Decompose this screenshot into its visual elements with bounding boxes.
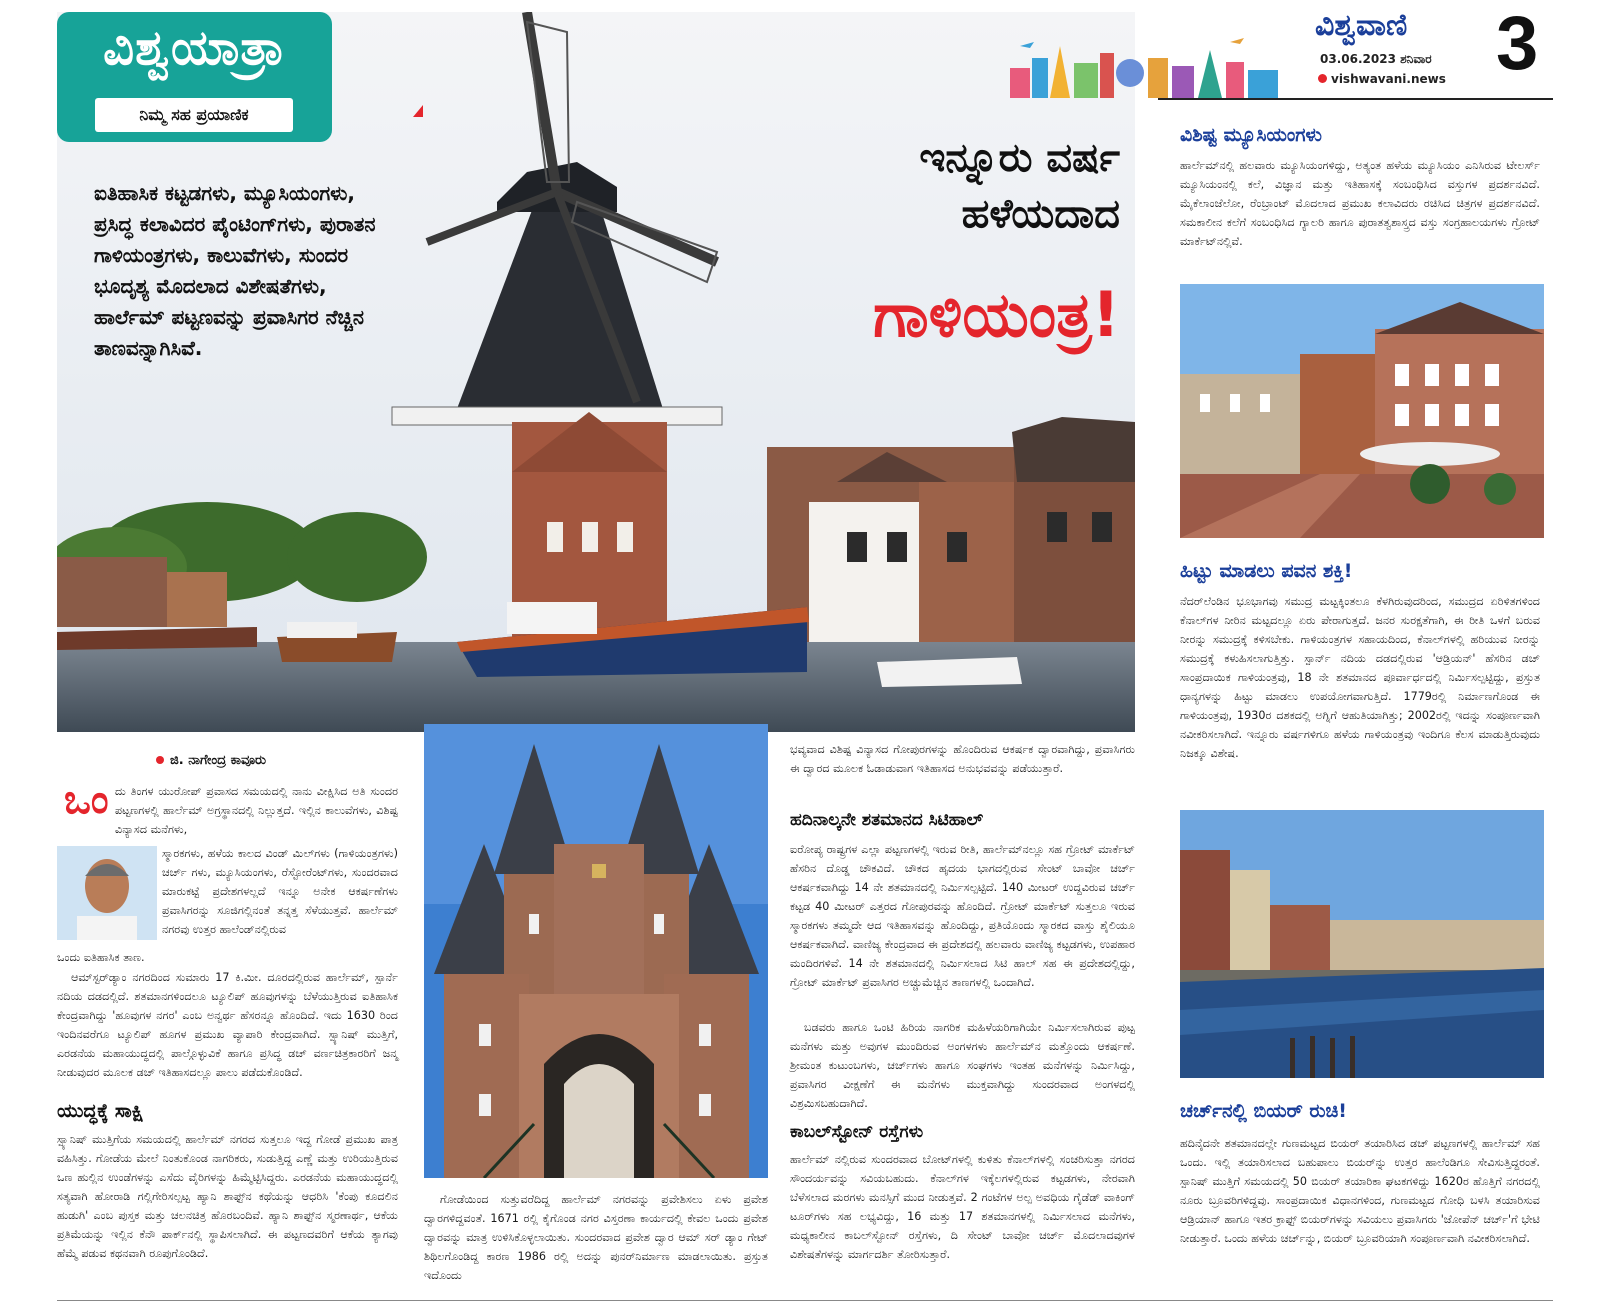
byline-text: ಜಿ. ನಾಗೇಂದ್ರ ಕಾವೂರು [170, 753, 267, 768]
headline [780, 130, 1120, 242]
byline [156, 753, 266, 768]
headline-line-1: ಇನ್ನೂರು ವರ್ಷ [919, 135, 1120, 181]
hero-intro: ಐತಿಹಾಸಿಕ ಕಟ್ಟಡಗಳು, ಮ್ಯೂಸಿಯಂಗಳು, ಪ್ರಸಿದ್ಧ ಕಲಾವಿದರ ಪೈಂಟಿಂಗ್‌ಗಳು, ಪುರಾತನ ಗಾಳಿಯಂತ್ರಗಳು, ಕಾಲುವೆಗಳು, ಸುಂದರ ಭೂದೃಶ್ಯ ಮೊದಲಾದ ವಿಶೇಷತೆಗಳು, ಹಾರ್ಲೆಮ್ ಪಟ್ಟಣವನ್ನು ಪ್ರವಾಸಿಗರ ನೆಚ್ಚಿನ ತಾಣವನ್ನಾಗಿಸಿವೆ. [94, 181, 376, 360]
gate-caption: ಗೋಡೆಯಿಂದ ಸುತ್ತುವರೆದಿದ್ದ ಹಾರ್ಲೆಮ್ ನಗರವನ್ನು ಪ್ರವೇಶಿಸಲು ಏಳು ಪ್ರವೇಶ ದ್ವಾರಗಳಿದ್ದವಂತೆ. 1671 ರಲ್ಲಿ ಕೈಗೊಂಡ ನಗರ ವಿಸ್ತರಣಾ ಕಾರ್ಯದಲ್ಲಿ ಕೇವಲ ಒಂದು ಪ್ರವೇಶ ದ್ವಾರವನ್ನು ಮಾತ್ರ ಉಳಿಸಿಕೊಳ್ಳಲಾಯಿತು. ಸುಂದರವಾದ ಪ್ರವೇಶ ದ್ವಾರ ಆಮ್ ಸರ್ ಡ್ಯಾಂ ಗೇಟ್ ಶಿಥಿಲಗೊಂಡಿದ್ದ ಕಾರಣ 1986 ರಲ್ಲಿ ಅದನ್ನು ಪುನರ್‌ನಿರ್ಮಾಣ ಮಾಡಲಾಯಿತು. ಪ್ರಸ್ತುತ ಇದೊಂದು [424, 1193, 768, 1282]
cityhall-text: ಐರೋಪ್ಯ ರಾಷ್ಟ್ರಗಳ ಎಲ್ಲಾ ಪಟ್ಟಣಗಳಲ್ಲಿ ಇರುವ ರೀತಿ, ಹಾರ್ಲೆಮ್‌ನಲ್ಲೂ ಸಹ ಗ್ರೋಟ್ ಮಾರ್ಕೆಟ್ ಹೆಸರಿನ ದೊಡ್ಡ ಚೌಕವಿದೆ. ಚೌಕದ ಹೃದಯ ಭಾಗದಲ್ಲಿರುವ ಸೇಂಟ್ ಬಾವೋ ಚರ್ಚ್ ಆಕರ್ಷಕವಾಗಿದ್ದು 14 ನೇ ಶತಮಾನದಲ್ಲಿ ನಿರ್ಮಿಸಲ್ಪಟ್ಟಿದೆ. 140 ಮೀಟರ್ ಉದ್ದವಿರುವ ಚರ್ಚ್ ಕಟ್ಟಡ 40 ಮೀಟರ್ ಎತ್ತರದ ಗೋಪುರವನ್ನು ಹೊಂದಿದೆ. ಗ್ರೋಟ್ ಮಾರ್ಕೆಟ್ ಸುತ್ತಲೂ ಇರುವ ಸ್ಮಾರಕಗಳು ತಮ್ಮದೇ ಆದ ಇತಿಹಾಸವನ್ನು ಹೊಂದಿದ್ದು, ಪ್ರತಿಯೊಂದು ಸ್ಮಾರಕದ ವಾಸ್ತು ಶೈಲಿಯೂ ಆಕರ್ಷಕವಾಗಿದೆ. ವಾಣಿಜ್ಯ ಕೇಂದ್ರವಾದ ಈ ಪ್ರದೇಶದಲ್ಲಿ ಹಲವಾರು ವಾಣಿಜ್ಯ ಕಟ್ಟಡಗಳು, ಉಪಹಾರ ಮಂದಿರಗಳಿವೆ. 14 ನೇ ಶತಮಾನದಲ್ಲಿ ನಿರ್ಮಿಸಲಾದ ಸಿಟಿ ಹಾಲ್ ಸಹ ಈ ಪ್ರದೇಶದಲ್ಲಿದ್ದು, ಗ್ರೋಟ್ ಮಾರ್ಕೆಟ್ ಪ್ರವಾಸಿಗರ ಅಚ್ಚುಮೆಚ್ಚಿನ ತಾಣಗಳಲ್ಲಿ ಒಂದಾಗಿದೆ. [790, 843, 1135, 989]
website-text: vishwavani.news [1331, 72, 1446, 86]
section-title: ವಿಶ್ವಯಾತ್ರಾ [103, 20, 286, 76]
page-number: 3 [1496, 1, 1539, 86]
author-photo [57, 846, 157, 940]
street-photo [1180, 284, 1544, 538]
section-brand-box [57, 12, 332, 142]
para1-a: ದು ತಿಂಗಳ ಯುರೋಪ್ ಪ್ರವಾಸದ ಸಮಯದಲ್ಲಿ ನಾನು ವೀಕ್ಷಿಸಿದ ಅತಿ ಸುಂದರ ಪಟ್ಟಣಗಳಲ್ಲಿ ಹಾರ್ಲೆಮ್ ಅಗ್ರಸ್ಥಾನದಲ್ಲಿ ನಿಲ್ಲುತ್ತದೆ. ಇಲ್ಲಿನ ಕಾಲುವೆಗಳು, ವಿಶಿಷ್ಟ ವಿನ್ಯಾಸದ ಮನೆಗಳು, [115, 785, 398, 836]
headline-line-2: ಹಳೆಯದಾದ [961, 191, 1120, 237]
war-heading: ಯುದ್ಧಕ್ಕೆ ಸಾಕ್ಷಿ [57, 1100, 144, 1122]
beer-text: ಹದಿನೈದನೇ ಶತಮಾನದಲ್ಲೇ ಗುಣಮಟ್ಟದ ಬಿಯರ್ ತಯಾರಿಸಿದ ಡಚ್ ಪಟ್ಟಣಗಳಲ್ಲಿ ಹಾರ್ಲೆಮ್ ಸಹ ಒಂದು. ಇಲ್ಲಿ ತಯಾರಿಸಲಾದ ಬಹುಪಾಲು ಬಿಯರ್‌ನ್ನು ಉತ್ತರ ಹಾಲೆಂಡಿಗೂ ಸೇವಿಸುತ್ತಿದ್ದರಂತೆ. ಸ್ಪಾನಿಷ್ ಮುತ್ತಿಗೆ ಸಮಯದಲ್ಲಿ 50 ಬಿಯರ್ ತಯಾರಿಕಾ ಘಟಕಗಳಿದ್ದು 1620ರ ಹೊತ್ತಿಗೆ ನಗರದಲ್ಲಿ ನೂರು ಬ್ರೂವರಿಗಳಿದ್ದವು. ಸಾಂಪ್ರದಾಯಿಕ ವಿಧಾನಗಳಿಂದ, ಗುಣಮಟ್ಟದ ಗೋಧಿ ಬಳಸಿ ತಯಾರಿಸುವ ಆಡ್ರಿಯಾನ್ ಹಾಗೂ ಇತರ ಕ್ರಾಫ್ಟ್ ಬಿಯರ್‌ಗಳನ್ನು ಸವಿಯಲು ಪ್ರವಾಸಿಗರು 'ಜೋಪೆನ್ ಚರ್ಚ್'ಗೆ ಭೇಟಿ ನೀಡುತ್ತಾರೆ. ಒಂದು ಹಳೆಯ ಚರ್ಚ್‌ನ್ನು, ಬಿಯರ್ ಬ್ರೂವರಿಯಾಗಿ ಸಂಪೂರ್ಣವಾಗಿ ನವೀಕರಿಸಲಾಗಿದೆ. [1180, 1137, 1540, 1245]
web-dot-icon [1318, 74, 1327, 83]
war-text: ಸ್ಪ್ಯಾನಿಷ್ ಮುತ್ತಿಗೆಯ ಸಮಯದಲ್ಲಿ ಹಾರ್ಲೆಮ್ ನಗರದ ಸುತ್ತಲೂ ಇದ್ದ ಗೋಡೆ ಪ್ರಮುಖ ಪಾತ್ರ ವಹಿಸಿತ್ತು. ಗೋಡೆಯ ಮೇಲೆ ನಿಂತುಕೊಂಡ ನಾಗರಿಕರು, ಸುಡುತ್ತಿದ್ದ ಎಣ್ಣೆ ಮತ್ತು ಉರಿಯುತ್ತಿರುವ ಒಣ ಹುಲ್ಲಿನ ಉಂಡೆಗಳನ್ನು ಎಸೆದು ವೈರಿಗಳನ್ನು ಹಿಮ್ಮೆಟ್ಟಿಸಿದ್ದರು. ಎರಡನೆಯ ಮಹಾಯುದ್ಧದಲ್ಲಿ ಸತ್ಯವಾಗಿ ಹೋರಾಡಿ ಗಲ್ಲಿಗೇರಿಸಲ್ಪಟ್ಟ ಹ್ಯಾನಿ ಶಾಫ್ಟ್‌ನ ಕಥೆಯನ್ನು ಆಧರಿಸಿ 'ಕೆಂಪು ಕೂದಲಿನ ಹುಡುಗಿ' ಎಂಬ ಪುಸ್ತಕ ಮತ್ತು ಚಲನಚಿತ್ರ ಹೊರಬಂದಿವೆ. ಹ್ಯಾನಿ ಶಾಫ್ಟ್‌ನ ಸ್ಮರಣಾರ್ಥ, ಆಕೆಯ ಪ್ರತಿಮೆಯನ್ನು ಇಲ್ಲಿನ ಕೆನೌ ಪಾರ್ಕ್‌ನಲ್ಲಿ ಸ್ಥಾಪಿಸಲಾಗಿದೆ. ಈ ಪಟ್ಟಣದವರಿಗೆ ಆಕೆಯ ತ್ಯಾಗವು ಹೆಮ್ಮೆ ಪಡುವ ಕಥನವಾಗಿ ರೂಪುಗೊಂಡಿದೆ. [57, 1133, 398, 1260]
museums-heading: ವಿಶಿಷ್ಟ ಮ್ಯೂಸಿಯಂಗಳು [1180, 124, 1322, 146]
para2: ಆಮ್‌ಸ್ಟರ್‌ಡ್ಯಾಂ ನಗರದಿಂದ ಸುಮಾರು 17 ಕಿ.ಮೀ. ದೂರದಲ್ಲಿರುವ ಹಾರ್ಲೆಮ್, ಸ್ಪಾರ್ನೆ ನದಿಯ ದಡದಲ್ಲಿದೆ. ಶತಮಾನಗಳಿಂದಲೂ ಟ್ಯೂಲಿಪ್ ಹೂವುಗಳನ್ನು ಬೆಳೆಯುತ್ತಿರುವ ಐತಿಹಾಸಿಕ ಕೇಂದ್ರವಾಗಿದ್ದು 'ಹೂವುಗಳ ನಗರ' ಎಂಬ ಅನ್ವರ್ಥ ಹೆಸರನ್ನೂ ಹೊಂದಿದೆ. ಇದು 1630 ರಿಂದ ಇಂದಿನವರೆಗೂ ಟ್ಯೂಲಿಪ್ ಹೂಗಳ ಪ್ರಮುಖ ವ್ಯಾಪಾರಿ ಕೇಂದ್ರವಾಗಿದೆ. ಸ್ಪ್ಯಾನಿಷ್ ಮುತ್ತಿಗೆ, ಎರಡನೆಯ ಮಹಾಯುದ್ಧದಲ್ಲಿ ಪಾಲ್ಗೊಳ್ಳುವಿಕೆ ಹಾಗೂ ಪ್ರಸಿದ್ಧ ಡಚ್ ವರ್ಣಚಿತ್ರಕಾರರಿಗೆ ಜನ್ಮ ನೀಡುವುದರ ಮೂಲಕ ಡಚ್ ಇತಿಹಾಸದಲ್ಲೂ ಪಾಲು ಪಡೆದುಕೊಂಡಿದೆ. [57, 971, 398, 1079]
headline-red: ಗಾಳಿಯಂತ್ರ! [873, 278, 1120, 351]
wind-text: ನೆದರ್‌ಲೆಂಡಿನ ಭೂಭಾಗವು ಸಮುದ್ರ ಮಟ್ಟಕ್ಕಿಂತಲೂ ಕೆಳಗಿರುವುದರಿಂದ, ಸಮುದ್ರದ ಏರಿಳಿತಗಳಿಂದ ಕೆನಾಲ್‌ಗಳ ನೀರಿನ ಮಟ್ಟದಲ್ಲೂ ಏರು ಪೇರಾಗುತ್ತದೆ. ಜನರ ಸುರಕ್ಷತೆಗಾಗಿ, ಈ ರೀತಿ ಒಳಗೆ ಬರುವ ನೀರನ್ನು ಸಮುದ್ರಕ್ಕೆ ಕಳಿಸಬೇಕು. ಗಾಳಿಯಂತ್ರಗಳ ಸಹಾಯದಿಂದ, ಕೆನಾಲ್‌ಗಳಲ್ಲಿ ಹರಿಯುವ ನೀರನ್ನು ಸಮುದ್ರಕ್ಕೆ ಕಳುಹಿಸಲಾಗುತ್ತಿತ್ತು. ಸ್ಪಾರ್ನ್ ನದಿಯ ದಡದಲ್ಲಿರುವ 'ಆಡ್ರಿಯನ್' ಹೆಸರಿನ ಡಚ್ ಸಾಂಪ್ರದಾಯಿಕ ಗಾಳಿಯಂತ್ರವು, 18 ನೇ ಶತಮಾನದ ಪೂರ್ವಾರ್ಧದಲ್ಲಿ ನಿರ್ಮಿಸಲ್ಪಟ್ಟಿದ್ದು, ಪ್ರಸ್ತುತ ಧಾನ್ಯಗಳನ್ನು ಹಿಟ್ಟು ಮಾಡಲು ಉಪಯೋಗವಾಗುತ್ತಿದೆ. 1779ರಲ್ಲಿ ನಿರ್ಮಾಣಗೊಂಡ ಈ ಗಾಳಿಯಂತ್ರವು, 1930ರ ದಶಕದಲ್ಲಿ ಅಗ್ನಿಗೆ ಆಹುತಿಯಾಗಿತ್ತು; 2002ರಲ್ಲಿ ಇದನ್ನು ಸಂಪೂರ್ಣವಾಗಿ ನವೀಕರಿಸಲಾಗಿದೆ. ಇನ್ನೂರು ವರ್ಷಗಳಿಗೂ ಹಳೆಯ ಗಾಳಿಯಂತ್ರವು ಇಂದಿಗೂ ಕೆಲಸ ಮಾಡುತ್ತಿರುವುದು ನಿಜಕ್ಕೂ ವಿಶೇಷ. [1180, 595, 1540, 760]
travel-skyline-illustration [1000, 28, 1290, 98]
cityhall-text-2: ಬಡವರು ಹಾಗೂ ಒಂಟಿ ಹಿರಿಯ ನಾಗರಿಕ ಮಹಿಳೆಯರಿಗಾಗಿಯೇ ನಿರ್ಮಿಸಲಾಗಿರುವ ಪುಟ್ಟ ಮನೆಗಳು ಮತ್ತು ಅವುಗಳ ಮುಂದಿರುವ ಅಂಗಳಗಳು ಹಾರ್ಲೆಮ್‌ನ ಮತ್ತೊಂದು ಆಕರ್ಷಣೆ. ಶ್ರೀಮಂತ ಕುಟುಂಬಗಳು, ಚರ್ಚ್‌ಗಳು ಹಾಗೂ ಸಂಘಗಳು ಇಂತಹ ಮನೆಗಳನ್ನು ನಿರ್ಮಿಸಿದ್ದು, ಪ್ರವಾಸಿಗರ ವೀಕ್ಷಣೆಗೆ ಈ ಮನೆಗಳು ಮುಕ್ತವಾಗಿದ್ದು ಸುಂದರವಾದ ಅಂಗಳದಲ್ಲಿ ವಿಶ್ರಮಿಸಬಹುದಾಗಿದೆ. [790, 1021, 1135, 1110]
wind-heading: ಹಿಟ್ಟು ಮಾಡಲು ಪವನ ಶಕ್ತಿ! [1180, 560, 1353, 582]
para1-b: ಸ್ಮಾರಕಗಳು, ಹಳೆಯ ಕಾಲದ ವಿಂಡ್ ಮಿಲ್‌ಗಳು (ಗಾಳಿಯಂತ್ರಗಳು) ಚರ್ಚ್ ಗಳು, ಮ್ಯೂಸಿಯಂಗಳು, ರೆಸ್ಟೋರೆಂಟ್‌ಗಳು, ಸುಂದರವಾದ ಮಾರುಕಟ್ಟೆ ಪ್ರದೇಶಗಳಲ್ಲದೆ ಇನ್ನೂ ಅನೇಕ ಆಕರ್ಷಣೆಗಳು ಪ್ರವಾಸಿಗರನ್ನು ಸೂಜಿಗಲ್ಲಿನಂತೆ ತನ್ನತ್ತ ಸೆಳೆಯುತ್ತವೆ. ಹಾರ್ಲೆಮ್ ನಗರವು ಉತ್ತರ ಹಾಲೆಂಡ್‌ನಲ್ಲಿರುವ [162, 847, 398, 936]
cobble-heading: ಕಾಬಲ್‌ಸ್ಟೋನ್ ರಸ್ತೆಗಳು [790, 1122, 924, 1142]
canal-photo [1180, 810, 1544, 1078]
dropcap: ಒಂ [64, 777, 109, 823]
newspaper-name: ವಿಶ್ವವಾಣಿ [1315, 8, 1408, 43]
website [1318, 72, 1446, 86]
cityhall-heading: ಹದಿನಾಲ್ಕನೇ ಶತಮಾನದ ಸಿಟಿಹಾಲ್ [790, 810, 984, 830]
para1-c: ಒಂದು ಐತಿಹಾಸಿಕ ತಾಣ. [57, 951, 145, 964]
beer-heading: ಚರ್ಚ್‌ನಲ್ಲಿ ಬಿಯರ್ ರುಚಿ! [1180, 1100, 1347, 1122]
cobble-text: ಹಾರ್ಲೆಮ್ ನಲ್ಲಿರುವ ಸುಂದರವಾದ ಬೋಟ್‌ಗಳಲ್ಲಿ ಕುಳಿತು ಕೆನಾಲ್‌ಗಳಲ್ಲಿ ಸಂಚರಿಸುತ್ತಾ ನಗರದ ಸೌಂದರ್ಯವನ್ನು ಸವಿಯಬಹುದು. ಕೆನಾಲ್‌ಗಳ ಇಕ್ಕೆಲಗಳಲ್ಲಿರುವ ಕಟ್ಟಡಗಳು, ನೇರವಾಗಿ ಬೆಳೆಸಲಾದ ಮರಗಳು ಮನಸ್ಸಿಗೆ ಮುದ ನೀಡುತ್ತವೆ. 2 ಗಂಟೆಗಳ ಅಲ್ಪ ಅವಧಿಯ ಗೈಡೆಡ್ ವಾಕಿಂಗ್ ಟೂರ್‌ಗಳು ಸಹ ಲಭ್ಯವಿದ್ದು, 16 ಮತ್ತು 17 ಶತಮಾನಗಳಲ್ಲಿ ನಿರ್ಮಿಸಲಾದ ಮನೆಗಳು, ಮಧ್ಯಕಾಲೀನ ಕಾಬಲ್‌ಸ್ಟೋನ್ ರಸ್ತೆಗಳು, ದಿ ಸೇಂಟ್ ಬಾವೋ ಚರ್ಚ್ ಮೊದಲಾದವುಗಳ ವಿಶೇಷತೆಗಳನ್ನು ಮಾರ್ಗದರ್ಶಿ ತೋರಿಸುತ್ತಾರೆ. [790, 1153, 1135, 1261]
issue-date: 03.06.2023 ಶನಿವಾರ [1320, 52, 1432, 66]
col3-top: ಭವ್ಯವಾದ ವಿಶಿಷ್ಟ ವಿನ್ಯಾಸದ ಗೋಪುರಗಳನ್ನು ಹೊಂದಿರುವ ಆಕರ್ಷಕ ದ್ವಾರವಾಗಿದ್ದು, ಪ್ರವಾಸಿಗರು ಈ ದ್ವಾರದ ಮೂಲಕ ಓಡಾಡುವಾಗ ಇತಿಹಾಸದ ಅನುಭವವನ್ನು ಪಡೆಯುತ್ತಾರೆ. [790, 743, 1135, 775]
section-tagline: ನಿಮ್ಮ ಸಹ ಪ್ರಯಾಣಿಕ [95, 98, 293, 132]
byline-dot-icon [156, 756, 164, 764]
masthead-rule [1158, 98, 1553, 100]
museums-text: ಹಾರ್ಲೆಮ್‌ನಲ್ಲಿ ಹಲವಾರು ಮ್ಯೂಸಿಯಂಗಳಿದ್ದು, ಅತ್ಯಂತ ಹಳೆಯ ಮ್ಯೂಸಿಯಂ ಎನಿಸಿರುವ ಟೇಲರ್ಸ್ ಮ್ಯೂಸಿಯಂನಲ್ಲಿ ಕಲೆ, ವಿಜ್ಞಾನ ಮತ್ತು ಇತಿಹಾಸಕ್ಕೆ ಸಂಬಂಧಿಸಿದ ವಸ್ತುಗಳ ಪ್ರದರ್ಶನವಿದೆ. ಮೈಕೆಲಾಂಜೆಲೋ, ರೆಂಬ್ರಾಂಟ್ ಮೊದಲಾದ ಪ್ರಮುಖ ಕಲಾವಿದರು ರಚಿಸಿದ ಚಿತ್ರಗಳ ಪ್ರದರ್ಶನವಿದೆ. ಸಮಕಾಲೀನ ಕಲೆಗೆ ಸಂಬಂಧಿಸಿದ ಗ್ಯಾಲರಿ ಹಾಗೂ ಪುರಾತತ್ವಶಾಸ್ತ್ರದ ವಸ್ತು ಸಂಗ್ರಹಾಲಯಗಳು ಗ್ರೋಟ್ ಮಾರ್ಕೆಟ್‌ನಲ್ಲಿವೆ. [1180, 159, 1540, 248]
bottom-rule [57, 1300, 1553, 1301]
red-triangle-marker [413, 105, 423, 117]
gate-photo [424, 724, 768, 1178]
